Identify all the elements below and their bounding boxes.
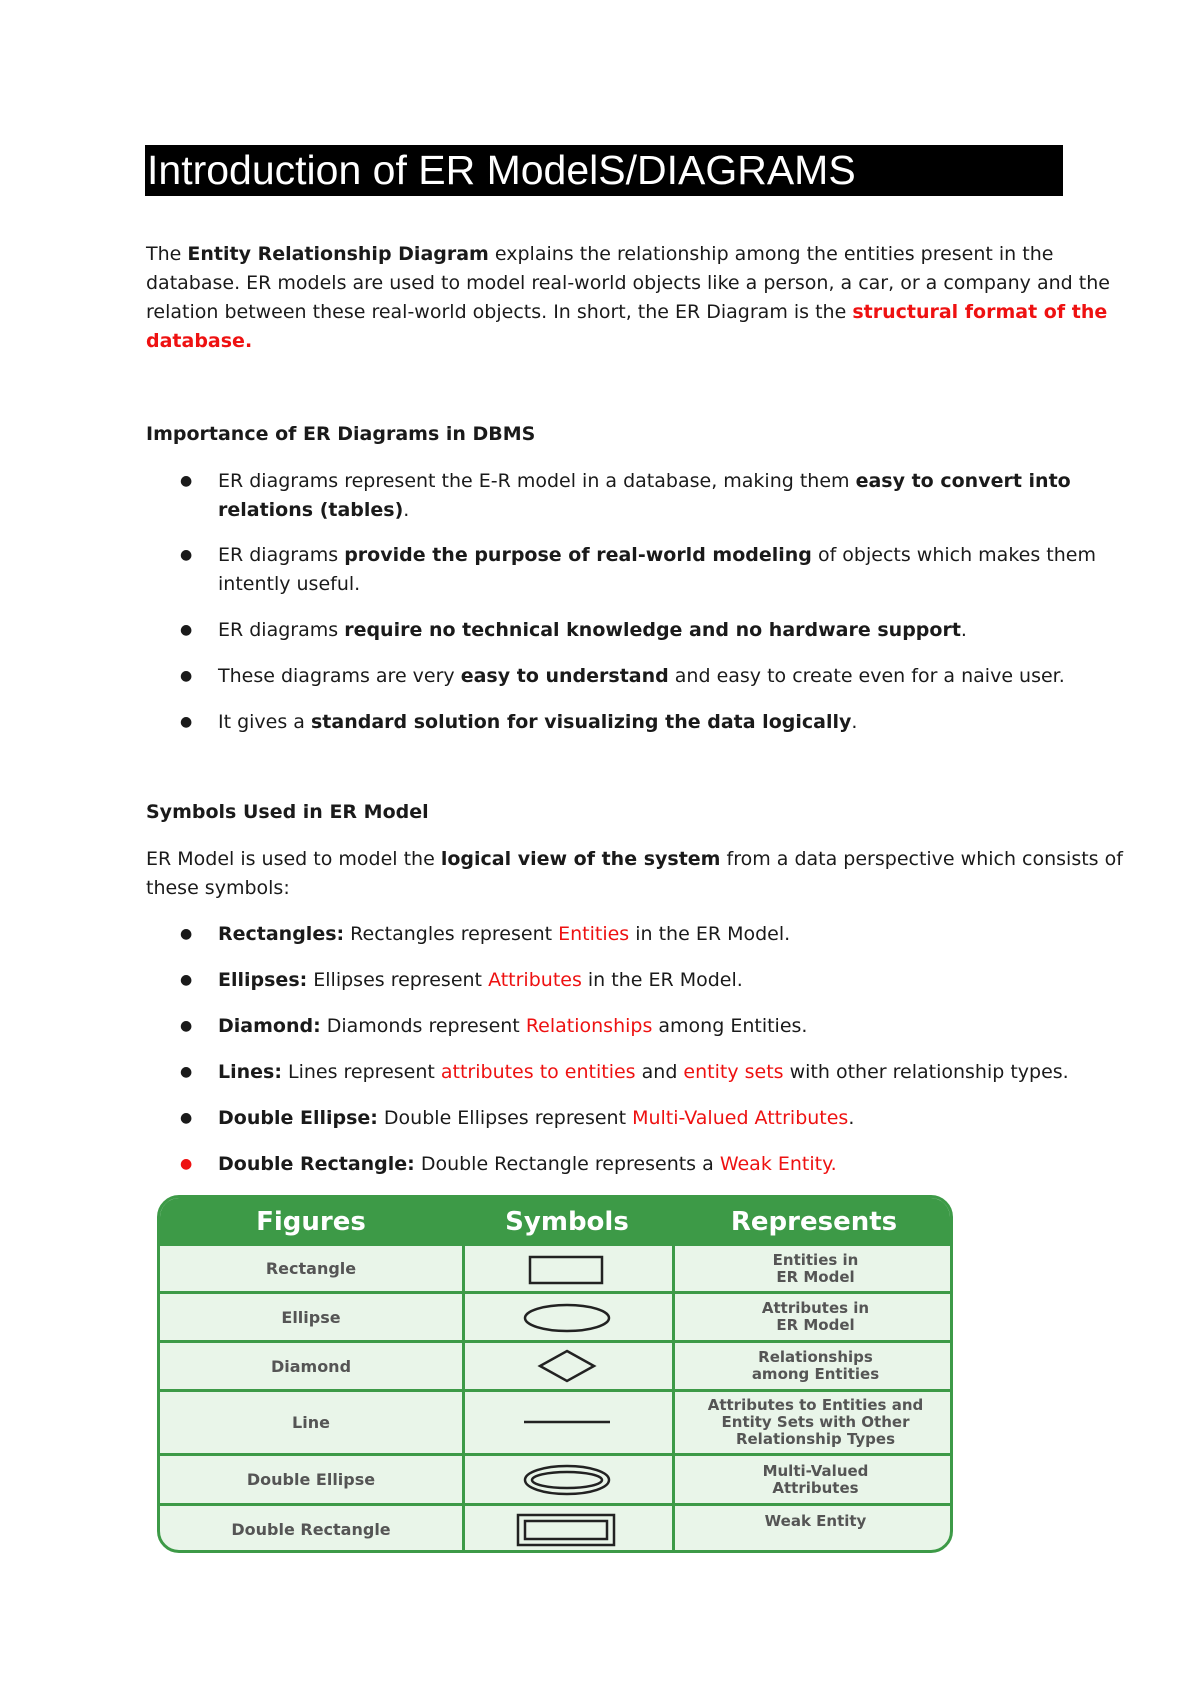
symbol-item-lines: Lines: Lines represent attributes to entities and entity sets with other relationship types. xyxy=(218,1061,1069,1083)
page-title: Introduction of ER ModelS/DIAGRAMS xyxy=(145,145,1063,196)
importance-item-1-cont: relations (tables). xyxy=(218,499,410,521)
bullet-icon: ● xyxy=(180,1064,193,1080)
importance-item-1: ER diagrams represent the E-R model in a database, making them easy to convert into xyxy=(218,470,1071,492)
bullet-icon: ● xyxy=(180,668,193,684)
symbol-item-diamond: Diamond: Diamonds represent Relationships among Entities. xyxy=(218,1015,808,1037)
rectangle-icon xyxy=(528,1255,604,1285)
symbol-item-rectangles: Rectangles: Rectangles represent Entities in the ER Model. xyxy=(218,923,791,945)
symbols-heading: Symbols Used in ER Model xyxy=(146,801,429,823)
symbol-item-ellipses: Ellipses: Ellipses represent Attributes in the ER Model. xyxy=(218,969,743,991)
diamond-icon xyxy=(537,1348,597,1384)
importance-heading: Importance of ER Diagrams in DBMS xyxy=(146,423,536,445)
table-header-symbols: Symbols xyxy=(505,1207,629,1237)
table-cell-represents: Multi-Valued Attributes xyxy=(762,1461,869,1497)
double-ellipse-icon xyxy=(522,1463,612,1497)
table-cell-figure: Rectangle xyxy=(265,1259,357,1278)
table-header-represents: Represents xyxy=(730,1207,898,1237)
bullet-icon: ● xyxy=(180,714,193,730)
importance-item-2-cont: intently useful. xyxy=(218,573,361,595)
double-rectangle-icon xyxy=(516,1513,616,1547)
bullet-icon: ● xyxy=(180,473,193,489)
importance-item-4: These diagrams are very easy to understand and easy to create even for a naive user. xyxy=(218,665,1065,687)
symbol-item-double-ellipse: Double Ellipse: Double Ellipses represent Multi-Valued Attributes. xyxy=(218,1107,855,1129)
table-cell-figure: Ellipse xyxy=(281,1307,341,1327)
symbols-intro-1: ER Model is used to model the logical view of the system from a data perspective which consists of xyxy=(146,848,1123,870)
bullet-icon: ● xyxy=(180,926,193,942)
table-cell-figure: Line xyxy=(292,1413,330,1432)
table-cell-figure: Diamond xyxy=(270,1356,352,1376)
table-cell-figure: Double Rectangle xyxy=(231,1520,391,1539)
bullet-icon: ● xyxy=(180,1018,193,1034)
table-cell-represents: Attributes to Entities and Entity Sets with Other Relationship Types xyxy=(707,1396,924,1448)
table-cell-figure: Double Ellipse xyxy=(246,1470,376,1489)
table-cell-represents: Relationships among Entities xyxy=(751,1348,880,1383)
bullet-icon: ● xyxy=(180,622,193,638)
intro-line-3: relation between these real-world objects. In short, the ER Diagram is the structural format of the xyxy=(146,301,1108,323)
intro-line-4: database. xyxy=(146,330,253,352)
table-header-figures: Figures xyxy=(256,1207,366,1237)
bullet-icon: ● xyxy=(180,972,193,988)
intro-line-1: The Entity Relationship Diagram explains the relationship among the entities present in the xyxy=(146,243,1054,265)
table-cell-represents: Weak Entity xyxy=(764,1511,867,1530)
column-divider xyxy=(462,1198,465,1550)
importance-item-5: It gives a standard solution for visualizing the data logically. xyxy=(218,711,858,733)
line-icon xyxy=(522,1416,612,1428)
symbol-item-double-rectangle: Double Rectangle: Double Rectangle represents a Weak Entity. xyxy=(218,1153,837,1175)
bullet-icon: ● xyxy=(180,1156,193,1172)
importance-item-2: ER diagrams provide the purpose of real-world modeling of objects which makes them xyxy=(218,544,1096,566)
symbols-intro-2: these symbols: xyxy=(146,877,290,899)
bullet-icon: ● xyxy=(180,547,193,563)
ellipse-icon xyxy=(522,1302,612,1334)
importance-item-3: ER diagrams require no technical knowledge and no hardware support. xyxy=(218,619,967,641)
table-cell-represents: Entities in ER Model xyxy=(772,1250,859,1286)
symbols-table xyxy=(157,1195,953,1553)
bullet-icon: ● xyxy=(180,1110,193,1126)
table-cell-represents: Attributes in ER Model xyxy=(761,1299,870,1334)
intro-line-2: database. ER models are used to model real-world objects like a person, a car, or a company and the xyxy=(146,272,1110,294)
